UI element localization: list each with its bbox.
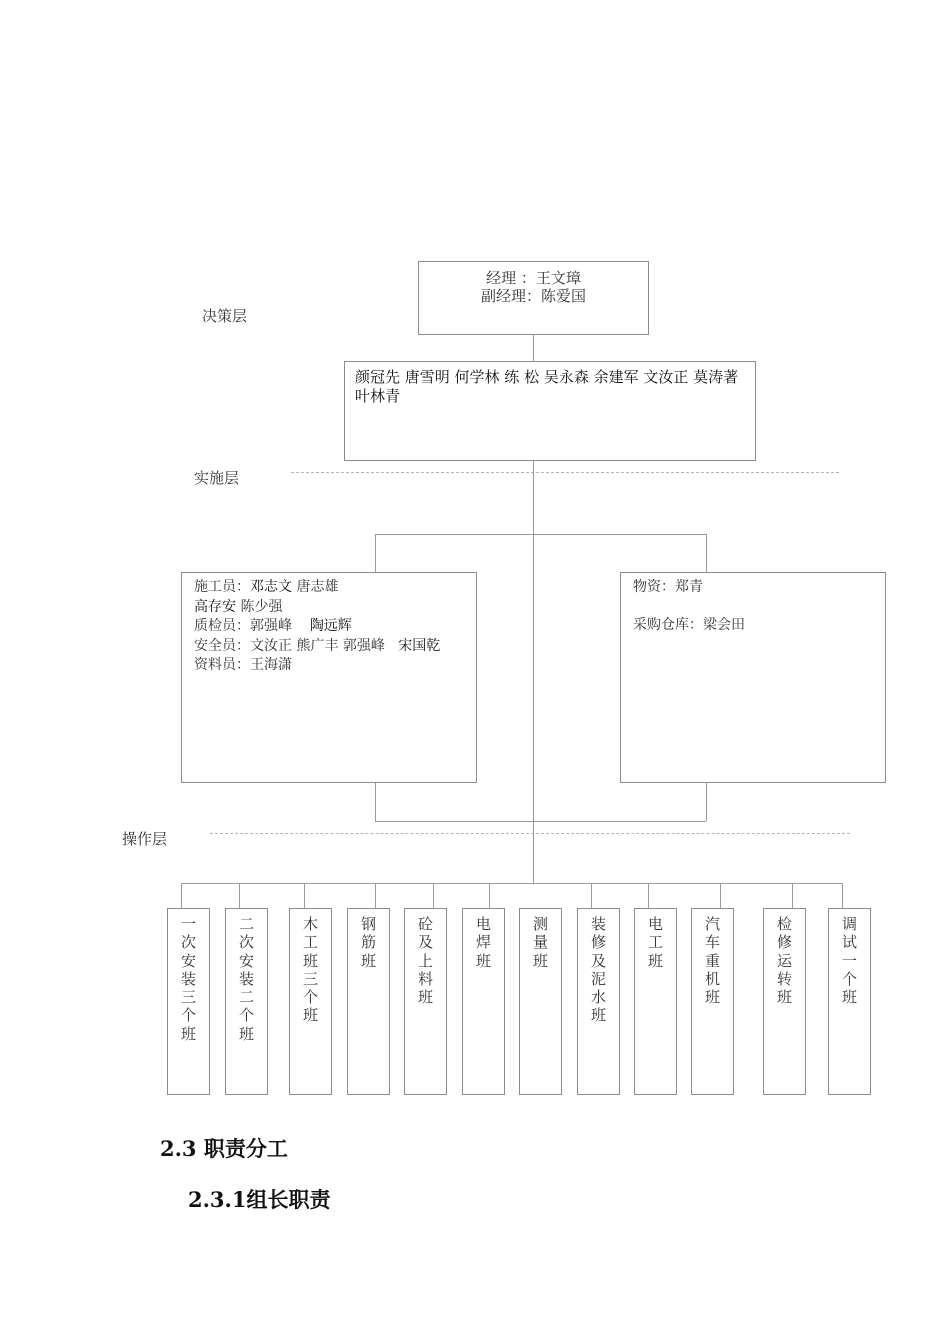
layer-divider-implementation — [291, 472, 839, 473]
construction-staff-line: 施工员：邓志文 唐志雄 — [194, 579, 339, 595]
safety-officer-line: 安全员：文汝正 熊广丰 郭强峰 宋国乾 — [194, 637, 441, 654]
deputy-manager-line: 副经理：陈爱国 — [480, 287, 586, 305]
team-box-6: 电焊班 — [462, 908, 505, 1095]
team-box-7: 测量班 — [519, 908, 562, 1095]
team-box-5: 砼及上料班 — [404, 908, 447, 1095]
connector-team-12 — [842, 883, 843, 908]
connector-team-1 — [181, 883, 182, 908]
team-box-4: 钢筋班 — [347, 908, 390, 1095]
connector-team-8 — [591, 883, 592, 908]
layer-divider-operation — [210, 833, 850, 834]
construction-staff-line-2: 高存安 陈少强 — [194, 598, 283, 615]
team-leaders-names: 颜冠先 唐雪明 何学林 练 松 吴永森 余建军 文汝正 莫涛著 叶林青 — [355, 368, 739, 405]
connector-teams-bus — [181, 883, 842, 884]
connector-staff-bottom — [375, 821, 706, 822]
connector-team-3 — [304, 883, 305, 908]
manager-line: 经理 ：王文璋 — [486, 269, 581, 287]
layer-label-implementation: 实施层 — [194, 469, 240, 487]
connector-team-11 — [792, 883, 793, 908]
connector-staff-top — [375, 534, 706, 535]
connector-team-2 — [239, 883, 240, 908]
layer-label-decision: 决策层 — [202, 307, 248, 325]
construction-staff-bold: 邓志文 — [250, 579, 292, 595]
layer-label-operation: 操作层 — [122, 830, 168, 848]
team-box-8: 装修及泥水班 — [577, 908, 620, 1095]
connector-left-staff-bottom — [375, 783, 376, 821]
team-box-12: 调试一个班 — [828, 908, 871, 1095]
quality-inspector-line: 质检员：郭强峰 陶远辉 — [194, 618, 352, 634]
site-staff-box — [181, 572, 477, 783]
team-box-11: 检修运转班 — [763, 908, 806, 1095]
team-box-10: 汽车重机班 — [691, 908, 734, 1095]
materials-staff-box — [620, 572, 886, 783]
connector-right-staff-bottom — [706, 783, 707, 821]
team-leaders-box — [344, 361, 756, 461]
connector-team-5 — [433, 883, 434, 908]
connector-main-trunk — [533, 460, 534, 883]
section-heading-2-3: 2.3 职责分工 — [160, 1136, 288, 1161]
leader-box — [418, 261, 649, 335]
team-box-3: 木工班三个班 — [289, 908, 332, 1095]
spacer — [633, 598, 873, 616]
documentation-officer-line: 资料员：王海潇 — [194, 657, 292, 673]
section-heading-2-3-1: 2.3.1组长职责 — [188, 1187, 331, 1212]
team-box-2: 二次安装二个班 — [225, 908, 268, 1095]
connector-leader-members — [533, 335, 534, 361]
connector-team-6 — [489, 883, 490, 908]
team-box-9: 电工班 — [634, 908, 677, 1095]
connector-right-staff-top — [706, 534, 707, 572]
connector-team-10 — [720, 883, 721, 908]
team-box-1: 一次安装三个班 — [167, 908, 210, 1095]
connector-team-4 — [375, 883, 376, 908]
connector-left-staff-top — [375, 534, 376, 572]
materials-line: 物资：郑青 — [633, 579, 703, 595]
connector-team-9 — [648, 883, 649, 908]
purchasing-line: 采购仓库：梁会田 — [633, 616, 745, 633]
